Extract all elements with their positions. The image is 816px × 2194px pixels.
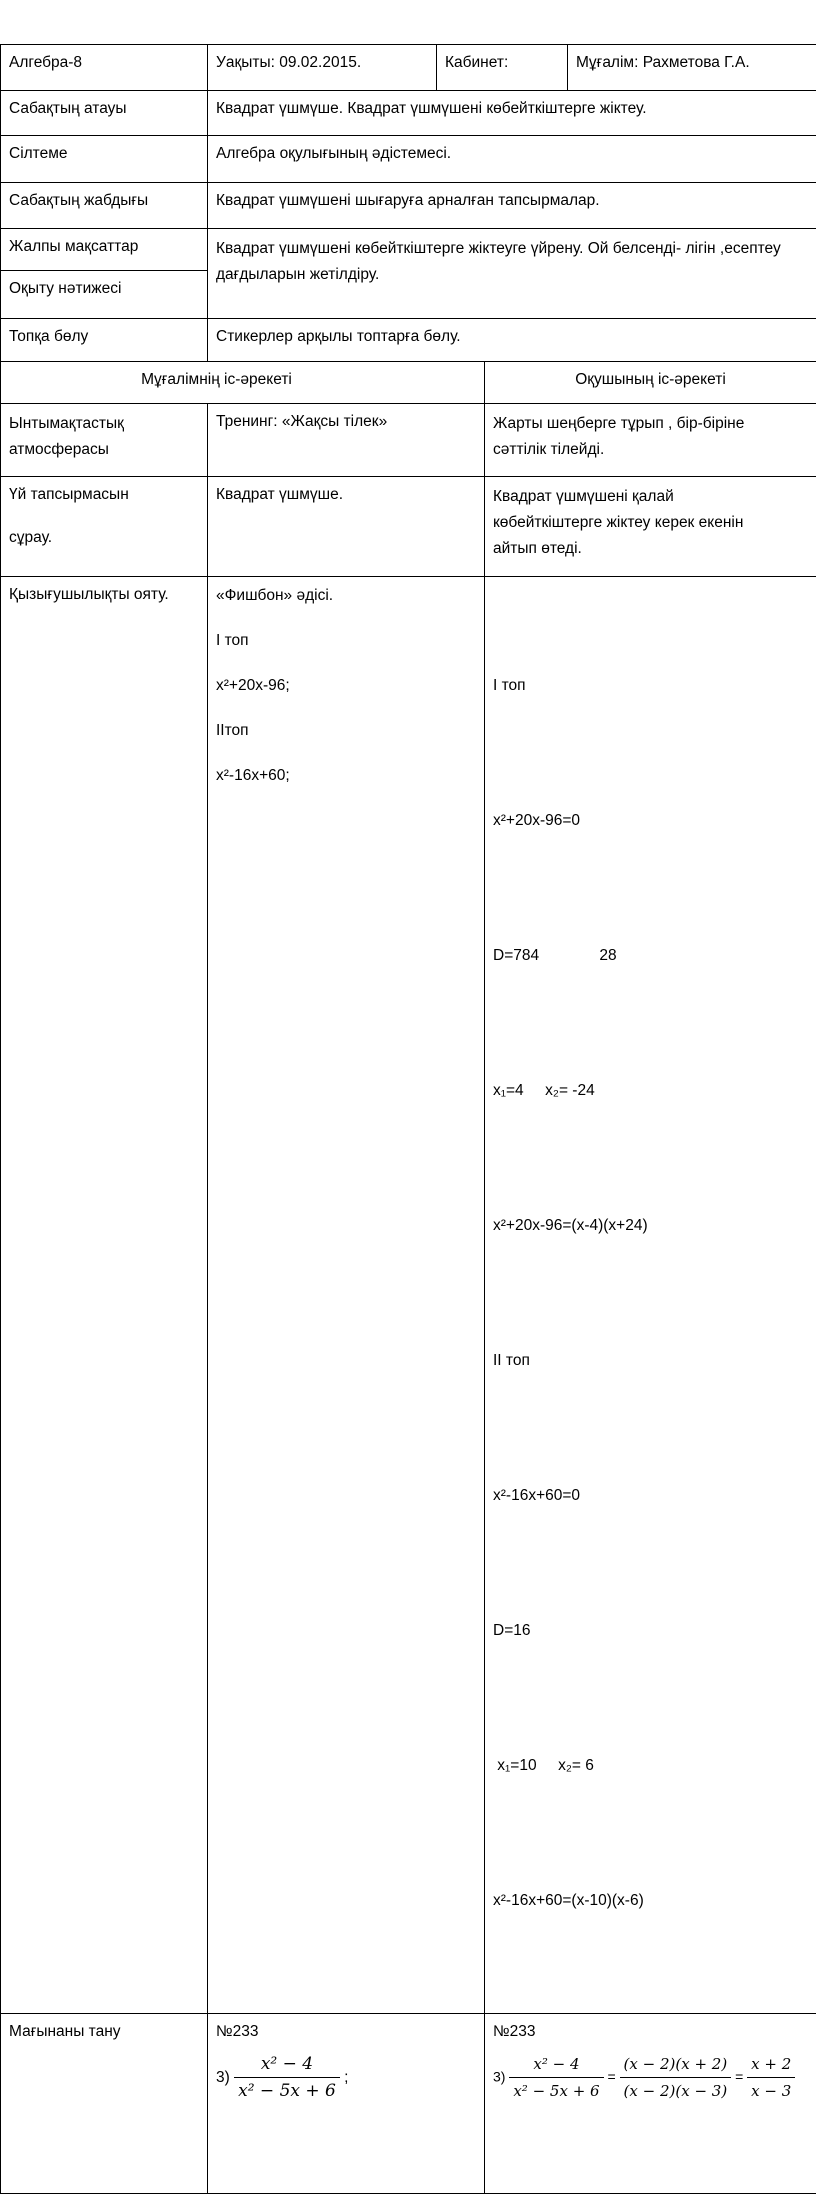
lesson-title-label: Сабақтың атауы [1,91,208,136]
stage-row [1,404,816,477]
student-line: x₁=10 x₂= 6 [493,1743,808,1788]
stage-line: сұрау. [9,527,199,548]
teacher-line: «Фишбон» әдісі. [216,577,476,619]
student-line: айтып өтеді. [493,536,808,562]
fraction [234,2054,340,2102]
student-line: ІІ топ [493,1338,808,1383]
fraction-denominator: (x − 2)(x − 3) [620,2078,732,2102]
grouping-label: Топқа бөлу [1,319,208,362]
equipment-value: Квадрат үшмүшені шығаруға арналған тапсырмалар. [208,183,816,229]
reference-value: Алгебра оқулығының әдістемесі. [208,136,816,183]
item-number: 3) [493,2069,505,2085]
subject-cell: Алгебра-8 [1,45,208,91]
fraction-denominator: x − 3 [747,2078,795,2102]
student-line: x²+20x-96=0 [493,798,808,843]
teacher-activity [208,477,485,577]
student-line: І топ [493,663,808,708]
fraction-numerator: x² − 4 [234,2054,340,2078]
teacher-line: І топ [216,618,476,663]
teacher-activity [208,577,485,2014]
student-activity-header: Оқушының іс-әрекеті [485,362,816,404]
stage-line: атмосферасы [9,437,199,463]
stage-row [1,477,816,577]
semicolon: ; [344,2069,348,2086]
stage-label [1,577,208,2014]
time-cell: Уақыты: 09.02.2015. [208,45,437,91]
room-cell: Кабинет: [437,45,568,91]
learning-outcome-label: Оқыту нәтижесі [1,271,208,319]
student-line: x²-16x+60=(x-10)(x-6) [493,1878,808,1923]
general-goals-label: Жалпы мақсаттар [1,229,208,271]
grouping-row [1,319,816,362]
student-line: Квадрат үшмүшені қалай [493,484,808,510]
stage-line: Ынтымақтастық [9,411,199,437]
student-line: көбейткіштерге жіктеу керек екенін [493,510,808,536]
grouping-value: Стикерлер арқылы топтарға бөлу. [208,319,816,362]
reference-label: Сілтеме [1,136,208,183]
student-line: Жарты шеңберге тұрып , бір-біріне [493,411,808,437]
info-row [1,91,816,136]
header-row [1,45,816,91]
goals-value: Квадрат үшмүшені көбейткіштерге жіктеуге үйрену. Ой белсенді- лігін ,есептеу дағдыларын жетілдіру. [208,229,816,319]
equals-sign: = [607,2069,615,2085]
meaning-row [1,2014,816,2194]
teacher-meaning [208,2014,485,2194]
exercise-number: №233 [216,2021,476,2042]
student-line: x₁=4 x₂= -24 [493,1068,808,1113]
student-line: D=784 28 [493,933,808,978]
info-row [1,183,816,229]
teacher-line: x²-16x+60; [216,753,476,798]
activity-table [0,361,816,2194]
teacher-line: Квадрат үшмүше. [216,484,476,505]
fraction [747,2054,795,2102]
activity-header-row [1,362,816,404]
stage-row [1,577,816,2014]
teacher-cell: Мұғалім: Рахметова Г.А. [568,45,816,91]
student-activity [485,404,816,477]
student-line: x²+20x-96=(x-4)(x+24) [493,1203,808,1248]
fraction [620,2054,732,2102]
student-line: x²-16x+60=0 [493,1473,808,1518]
student-expression [493,2054,808,2102]
stage-label [1,477,208,577]
teacher-activity [208,404,485,477]
equals-sign: = [735,2069,743,2085]
teacher-line: ІІтоп [216,708,476,753]
teacher-line: x²+20x-96; [216,663,476,708]
item-number: 3) [216,2069,230,2086]
student-meaning [485,2014,816,2194]
equipment-label: Сабақтың жабдығы [1,183,208,229]
exercise-number: №233 [493,2021,808,2042]
fraction [509,2054,603,2102]
student-line: сәттілік тілейді. [493,437,808,463]
fraction-numerator: x² − 4 [509,2054,603,2078]
stage-label [1,404,208,477]
student-activity [485,577,816,2014]
info-row [1,136,816,183]
stage-line: Үй тапсырмасын [9,484,199,505]
fraction-denominator: x² − 5x + 6 [509,2078,603,2102]
meaning-label: Мағынаны тану [1,2014,208,2194]
student-line: D=16 [493,1608,808,1653]
goals-row [1,229,816,271]
teacher-line: Тренинг: «Жақсы тілек» [216,411,476,432]
teacher-activity-header: Мұғалімнің іс-әрекеті [1,362,485,404]
fraction-numerator: (x − 2)(x + 2) [620,2054,732,2078]
fraction-numerator: x + 2 [747,2054,795,2078]
lesson-title-value: Квадрат үшмүше. Квадрат үшмүшені көбейткіштерге жіктеу. [208,91,816,136]
lesson-info-table [0,44,816,362]
fraction-denominator: x² − 5x + 6 [234,2078,340,2102]
teacher-expression [216,2054,476,2102]
stage-line: Қызығушылықты ояту. [9,584,199,605]
student-activity [485,477,816,577]
